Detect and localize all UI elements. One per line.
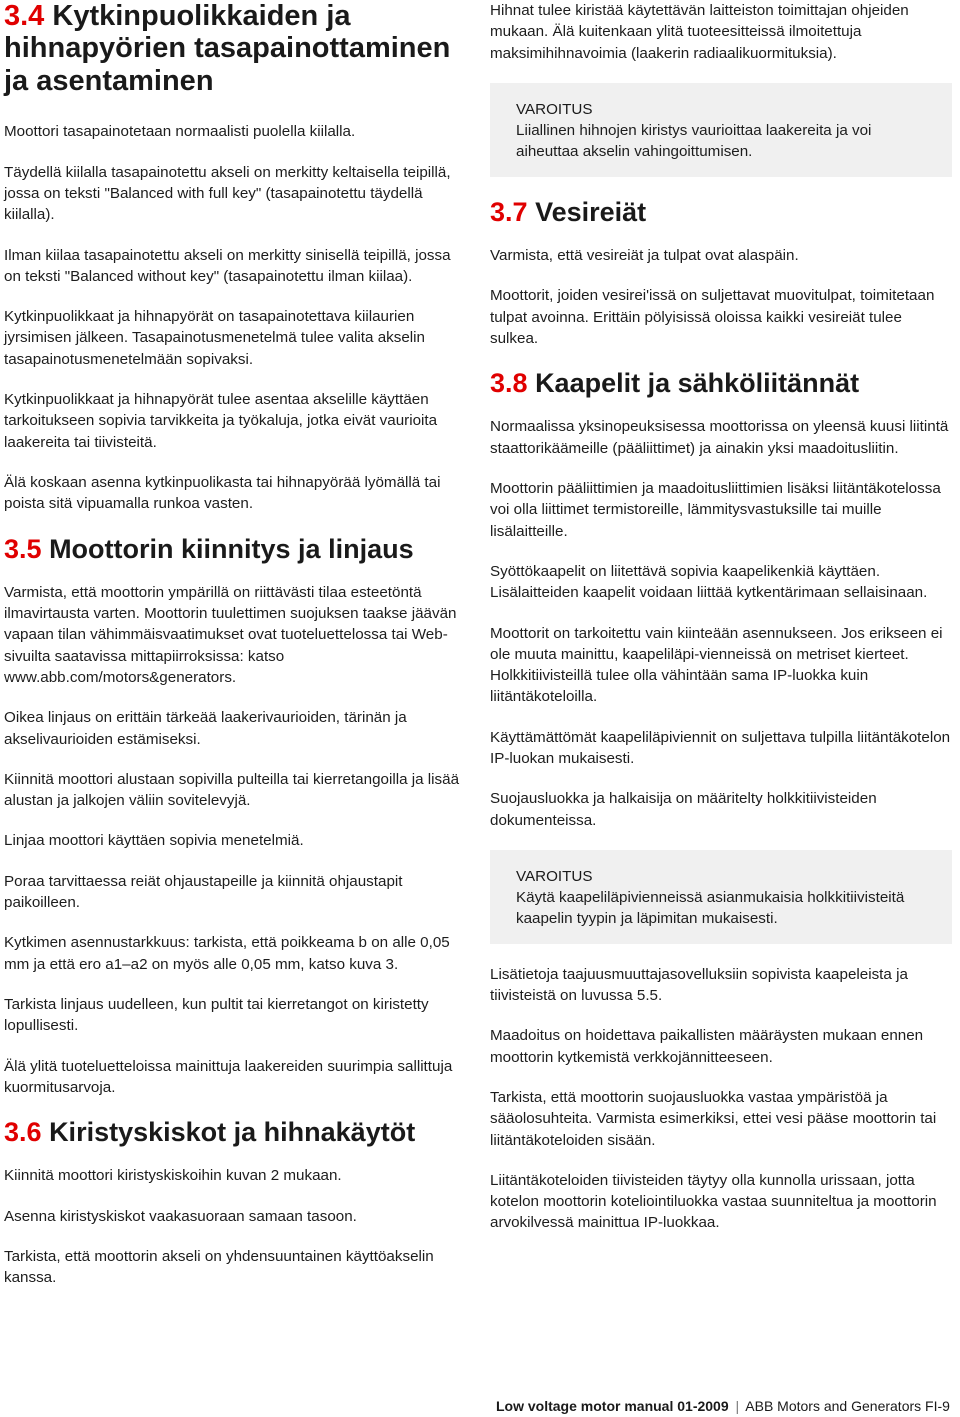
paragraph: Poraa tarvittaessa reiät ohjaustapeille ja kiinnitä ohjaustapit paikoilleen.: [4, 872, 403, 912]
section-number: 3.6: [4, 1117, 42, 1148]
warning-text: Käytä kaapeliläpivienneissä asianmukaisia holkkitiivisteitä kaapelin tyypin ja läpimitan mukaisesti.: [516, 889, 905, 928]
paragraph: Kytkinpuolikkaat ja hihnapyörät on tasapainotettava kiilaurien jyrsimisen jälkeen. Tasapainotusmenetelmä tulee valita akselin tasapainotusmenetelmään sopivaksi.: [4, 308, 425, 368]
section-title: Moottorin kiinnitys ja linjaus: [49, 533, 414, 564]
section-number: 3.5: [4, 533, 42, 564]
section-heading-3-5: [4, 534, 470, 564]
footer-page-number: FI-9: [925, 1398, 950, 1414]
footer-separator: |: [735, 1398, 740, 1414]
paragraph: Älä ylitä tuoteluetteloissa mainittuja laakereiden suurimpia sallittuja kuormitusarvoja.: [4, 1057, 453, 1096]
paragraph: Oikea linjaus on erittäin tärkeää laakerivaurioiden, tärinän ja akselivaurioiden estämiseksi.: [4, 709, 407, 748]
paragraph: Syöttökaapelit on liitettävä sopivia kaapelikenkiä käyttäen. Lisälaitteiden kaapelit voidaan liittää kytkentärimaan sellaisinaan.: [490, 562, 928, 602]
paragraph: Käyttämättömät kaapeliläpiviennit on suljettava tulpilla liitäntäkotelon IP-luokan mukaisesti.: [490, 728, 951, 767]
section-heading-3-6: [4, 1117, 470, 1147]
section-title: Kaapelit ja sähköliitännät: [535, 368, 860, 399]
section-title: Kytkinpuolikkaiden ja hihnapyörien tasapainottaminen ja asentaminen: [4, 0, 451, 97]
paragraph: Ilman kiilaa tasapainotettu akseli on merkitty sinisellä teipillä, jossa on teksti "Balanced without key" (tasapainotettu ilman kiilaa).: [4, 246, 451, 285]
paragraph: Hihnat tulee kiristää käytettävän laitteiston toimittajan ohjeiden mukaan. Älä kuitenkaan ylitä tuoteesitteissä ilmoitettuja maksimihihnavoimia (laakerin radiaalikuormituksia).: [490, 2, 909, 62]
warning-title: VAROITUS: [516, 100, 593, 118]
paragraph: Varmista, että vesireiät ja tulpat ovat alaspäin.: [490, 247, 799, 265]
paragraph: Asenna kiristyskiskot vaakasuoraan samaan tasoon.: [4, 1207, 357, 1225]
paragraph: Tarkista linjaus uudelleen, kun pultit tai kierretangot on kiristetty lopullisesti.: [4, 995, 429, 1035]
paragraph: Varmista, että moottorin ympärillä on riittävästi tilaa esteetöntä ilmavirtausta varten. Moottorin tuulettimen suojuksen taakse jäävän vapaan tilan vähimmäisvaatimukset ovat tuoteluettelossa tai Web-sivuilta saatavissa mittapiirroksissa: katso www.abb.com/motors&generators.: [4, 583, 457, 686]
footer-company: ABB Motors and Generators: [745, 1398, 922, 1414]
paragraph: Täydellä kiilalla tasapainotettu akseli on merkitty keltaisella teipillä, jossa on teksti "Balanced with full key" (tasapainotettu täydellä kiilalla).: [4, 163, 451, 224]
paragraph: Moottorin pääliittimien ja maadoitusliittimien lisäksi liitäntäkotelossa voi olla liittimet termistoreille, lämmitysvastuksille tai muille lisälaitteille.: [490, 480, 941, 540]
paragraph: Kytkimen asennustarkkuus: tarkista, että poikkeama b on alle 0,05 mm ja että ero a1–a2 on myös alle 0,05 mm, katso kuva 3.: [4, 934, 450, 973]
paragraph: Kytkinpuolikkaat ja hihnapyörät tulee asentaa akselille käyttäen tarkoitukseen sopivia tarvikkeita ja työkaluja, jotka eivät vaurioita laakereita tai tiivisteitä.: [4, 391, 438, 451]
paragraph: Lisätietoja taajuusmuuttajasovelluksiin sopivista kaapeleista ja tiivisteistä on luvussa 5.5.: [490, 965, 908, 1005]
section-number: 3.4: [4, 0, 45, 32]
section-number: 3.8: [490, 368, 528, 399]
paragraph: Tarkista, että moottorin akseli on yhdensuuntainen käyttöakselin kanssa.: [4, 1247, 434, 1287]
section-heading-3-4: [4, 0, 470, 97]
paragraph: Kiinnitä moottori alustaan sopivilla pulteilla tai kierretangoilla ja lisää alustan ja jalkojen väliin sovitelevyjä.: [4, 770, 460, 810]
page-footer: [496, 1397, 952, 1415]
paragraph: Moottorit, joiden vesirei'issä on suljettavat muovitulpat, toimitetaan tulpat avoinna. Erittäin pölyisissä oloissa kaikki vesireiät tulee sulkea.: [490, 287, 935, 347]
footer-manual-title: Low voltage motor manual 01-2009: [496, 1398, 729, 1414]
warning-text: Liiallinen hihnojen kiristys vaurioittaa laakereita ja voi aiheuttaa akselin vahingoittumisen.: [516, 122, 872, 161]
section-heading-3-7: [490, 197, 952, 227]
warning-title: VAROITUS: [516, 867, 593, 885]
paragraph: Liitäntäkoteloiden tiivisteiden täytyy olla kunnolla urissaan, jotta kotelon moottorin koteliointiluokka vastaa suunniteltua ja moottorin arvokilvessä mainittua IP-luokkaa.: [490, 1171, 937, 1232]
left-column: [4, 0, 470, 1308]
warning-box: [490, 850, 952, 944]
section-heading-3-8: [490, 368, 952, 398]
paragraph: Kiinnitä moottori kiristyskiskoihin kuvan 2 mukaan.: [4, 1167, 342, 1185]
paragraph: Tarkista, että moottorin suojausluokka vastaa ympäristöä ja sääolosuhteita. Varmista esimerkiksi, ettei vesi pääse moottorin tai liitäntäkoteloiden sisään.: [490, 1088, 937, 1149]
paragraph: Moottori tasapainotetaan normaalisti puolella kiilalla.: [4, 123, 356, 141]
section-title: Vesireiät: [535, 196, 647, 227]
paragraph: Moottorit on tarkoitettu vain kiinteään asennukseen. Jos erikseen ei ole muuta mainittu, kaapeliläpi-vienneissä on metriset kierteet. Holkkitiivisteillä tulee olla vähintään sama IP-luokka kuin liitäntäkoteloilla.: [490, 624, 943, 706]
right-column: [490, 0, 952, 1253]
section-title: Kiristyskiskot ja hihnakäytöt: [49, 1117, 416, 1148]
section-number: 3.7: [490, 196, 528, 227]
paragraph: Suojausluokka ja halkaisija on määritelty holkkitiivisteiden dokumenteissa.: [490, 790, 877, 829]
paragraph: Linjaa moottori käyttäen sopivia menetelmiä.: [4, 832, 304, 850]
warning-box: [490, 83, 952, 177]
paragraph: Normaalissa yksinopeuksisessa moottorissa on yleensä kuusi liitintä staattorikäämeille (pääliittimet) ja ainakin yksi maadoitusliitin.: [490, 418, 949, 457]
paragraph: Älä koskaan asenna kytkinpuolikasta tai hihnapyörää lyömällä tai poista sitä vipuamalla runkoa vasten.: [4, 473, 441, 513]
paragraph: Maadoitus on hoidettava paikallisten määräysten mukaan ennen moottorin kytkemistä verkkojännitteeseen.: [490, 1027, 924, 1066]
